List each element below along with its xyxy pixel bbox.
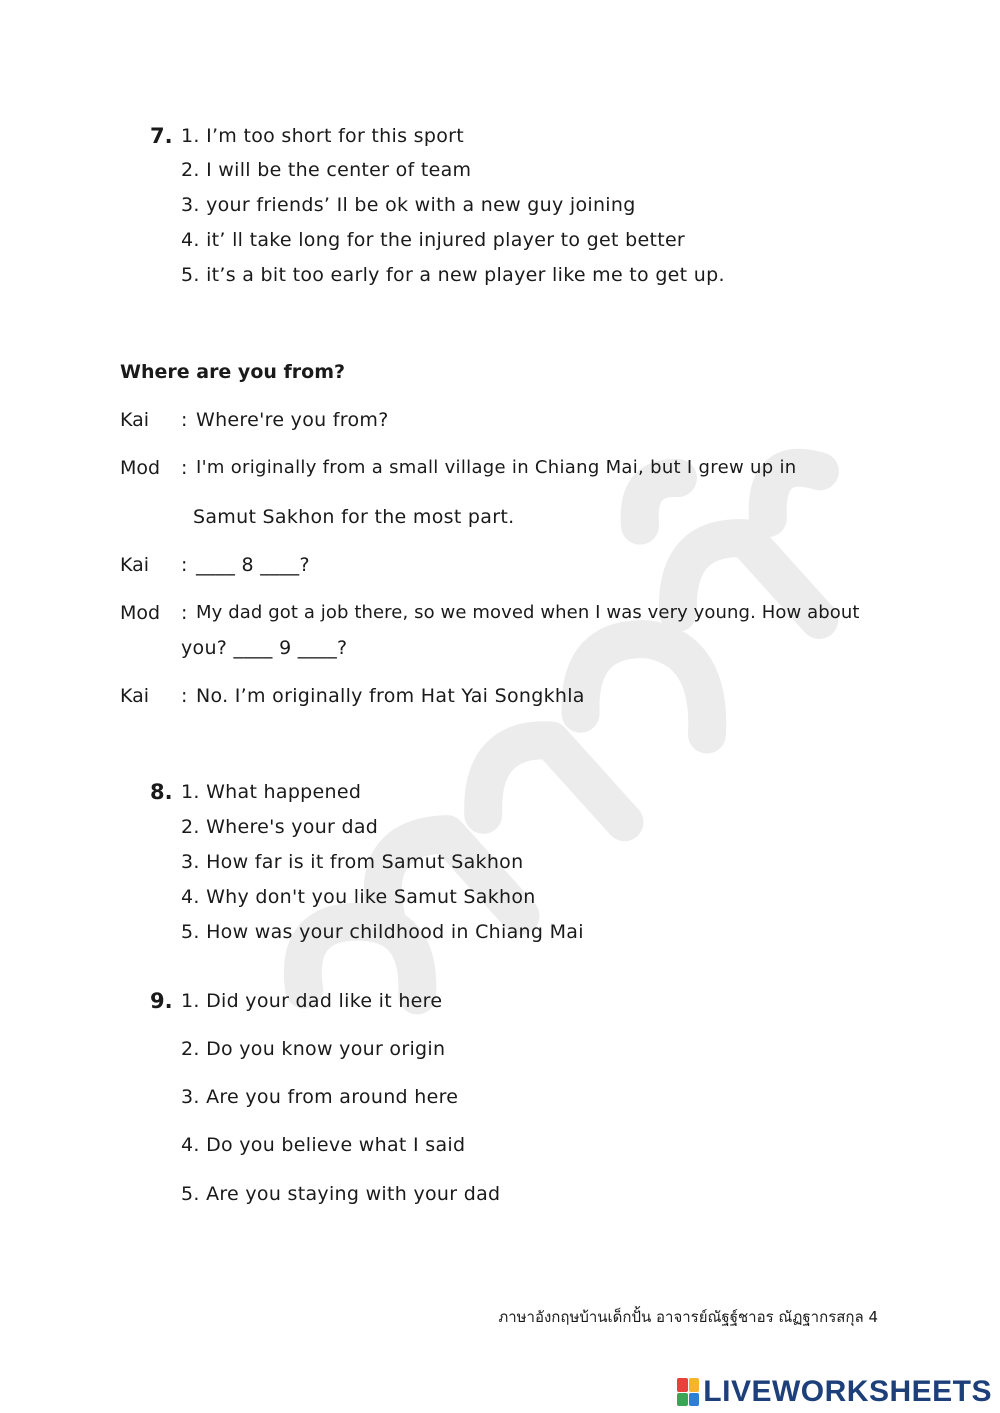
dialogue-line-text: No. I’m originally from Hat Yai Songkhla <box>196 685 585 707</box>
q8-option-5: 5. How was your childhood in Chiang Mai <box>181 921 584 943</box>
q7-option-2: 2. I will be the center of team <box>181 159 472 181</box>
question-9-number: 9. <box>150 989 173 1013</box>
speaker-separator: : <box>181 409 188 431</box>
speaker-separator: : <box>181 685 188 707</box>
dialogue-heading: Where are you from? <box>120 361 346 383</box>
blank-8[interactable]: ____ 8 ____? <box>196 554 310 576</box>
liveworksheets-icon <box>677 1378 699 1406</box>
q7-option-3: 3. your friends’ Il be ok with a new guy joining <box>181 194 636 216</box>
liveworksheets-logo[interactable] <box>677 1375 992 1409</box>
q9-option-2: 2. Do you know your origin <box>181 1038 446 1060</box>
q7-option-5: 5. it’s a bit too early for a new player like me to get up. <box>181 264 725 286</box>
dialogue-line-text: My dad got a job there, so we moved when I was very young. How about <box>196 602 860 623</box>
question-8-number: 8. <box>150 780 173 804</box>
q8-option-4: 4. Why don't you like Samut Sakhon <box>181 886 536 908</box>
dialogue-line-continuation: Samut Sakhon for the most part. <box>193 506 515 528</box>
speaker-name: Kai <box>120 685 150 707</box>
footer-credit: ภาษาอังกฤษบ้านเด็กปั้น อาจารย์ณัฐฐ์ชาอร ณัฏฐากรสกุล 4 <box>498 1308 878 1326</box>
speaker-separator: : <box>181 554 188 576</box>
speaker-name: Mod <box>120 457 161 479</box>
speaker-separator: : <box>181 457 188 479</box>
dialogue-line-text: Where're you from? <box>196 409 389 431</box>
q9-option-1: 1. Did your dad like it here <box>181 990 443 1012</box>
q7-option-1: 1. I’m too short for this sport <box>181 125 464 147</box>
question-7-number: 7. <box>150 124 173 148</box>
q8-option-2: 2. Where's your dad <box>181 816 379 838</box>
speaker-separator: : <box>181 602 188 624</box>
q8-option-3: 3. How far is it from Samut Sakhon <box>181 851 524 873</box>
q7-option-4: 4. it’ ll take long for the injured player to get better <box>181 229 686 251</box>
dialogue-line-text: I'm originally from a small village in Chiang Mai, but I grew up in <box>196 457 797 478</box>
q9-option-4: 4. Do you believe what I said <box>181 1134 466 1156</box>
speaker-name: Kai <box>120 554 150 576</box>
q9-option-5: 5. Are you staying with your dad <box>181 1183 501 1205</box>
speaker-name: Kai <box>120 409 150 431</box>
q8-option-1: 1. What happened <box>181 781 362 803</box>
speaker-name: Mod <box>120 602 161 624</box>
blank-9-line[interactable]: you? ____ 9 ____? <box>181 637 348 659</box>
q9-option-3: 3. Are you from around here <box>181 1086 459 1108</box>
brand-name: LIVEWORKSHEETS <box>703 1375 992 1408</box>
